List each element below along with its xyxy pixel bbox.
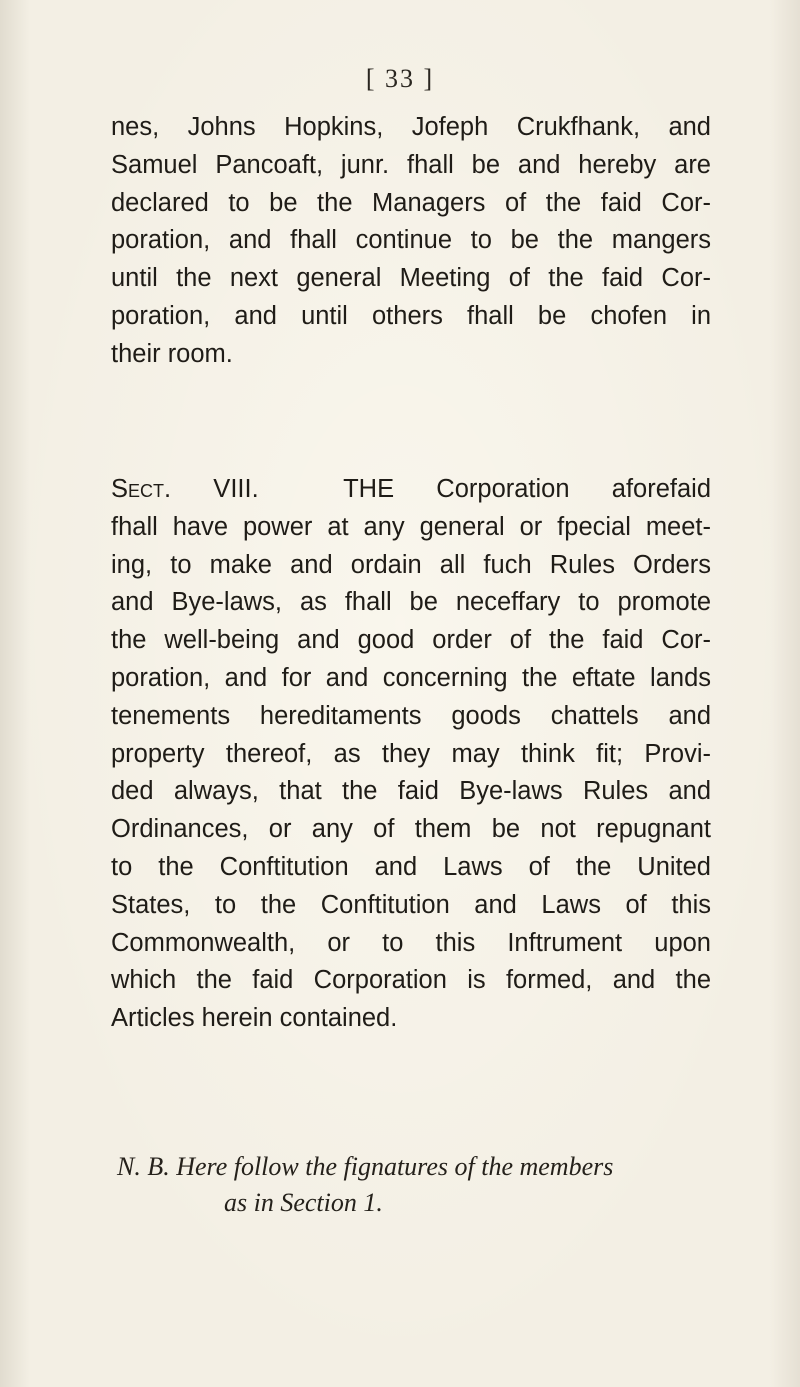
text-line: tenements hereditaments goods chattels and [111,701,711,730]
text-line: poration, and for and concerning the eftate lands [111,663,711,692]
text-line: their room. [111,339,233,368]
text-line: to the Conftitution and Laws of the United [111,852,711,881]
text-line: until the next general Meeting of the faid Cor- [111,264,711,293]
text-line: which the faid Corporation is formed, and the [111,966,711,995]
text-line: ded always, that the faid Bye-laws Rules and [111,777,711,806]
text-line: ing, to make and ordain all fuch Rules Orders [111,550,711,579]
text-line: and Bye-laws, as fhall be neceffary to promote [111,588,711,617]
note-line: as in Section 1. [224,1188,383,1217]
page-number: [ 33 ] [365,64,435,93]
text-line: THE Corporation aforefaid [343,475,711,503]
section-8-paragraph [111,471,711,1038]
signature-note [0,1149,800,1221]
text-line: property thereof, as they may think fit; Provi- [111,739,711,768]
text-line: the well-being and good order of the faid Cor- [111,626,711,655]
text-line: Samuel Pancoaft, junr. fhall be and hereby are [111,150,711,179]
text-line: Ordinances, or any of them be not repugnant [111,815,711,844]
text-line: poration, and fhall continue to be the mangers [111,226,711,255]
text-line: nes, Johns Hopkins, Jofeph Crukfhank, and [111,113,711,141]
paragraph-managers [111,109,711,374]
text-line: poration, and until others fhall be chofen in [111,301,711,330]
text-line: declared to be the Managers of the faid Cor- [111,188,711,217]
text-line: Articles herein contained. [111,1004,398,1033]
section-heading: Sect. VIII. [111,475,259,503]
note-line: N. B. Here follow the fignatures of the members [117,1152,614,1181]
text-line: Commonwealth, or to this Inftrument upon [111,928,711,957]
text-line: fhall have power at any general or fpecial meet- [111,512,711,541]
text-line: States, to the Conftitution and Laws of this [111,890,711,919]
section-8-first-line [111,471,711,509]
